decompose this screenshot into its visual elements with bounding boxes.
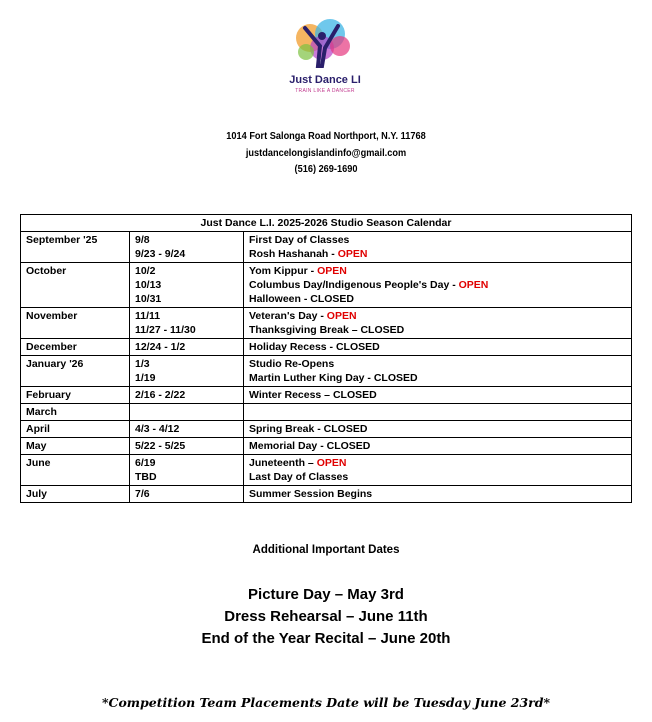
month-cell: March (21, 404, 130, 421)
event-label: Summer Session Begins (249, 488, 373, 500)
event-date: 10/13 (135, 279, 162, 291)
event-label: Veteran's Day - (249, 310, 327, 322)
event-cell (244, 387, 632, 404)
event-cell (244, 486, 632, 503)
calendar-row (21, 421, 632, 438)
calendar-row (21, 455, 632, 486)
date-cell (130, 421, 244, 438)
event-date: 10/31 (135, 293, 162, 305)
month-cell: July (21, 486, 130, 503)
event-name (249, 247, 626, 261)
event-name (249, 422, 626, 436)
event-date: 12/24 - 1/2 (135, 341, 186, 353)
event-label: Rosh Hashanah - (249, 248, 338, 260)
date-cell (130, 308, 244, 339)
event-cell (244, 232, 632, 263)
calendar-row (21, 356, 632, 387)
open-status-badge: OPEN (337, 248, 368, 260)
event-cell (244, 421, 632, 438)
date-cell (130, 263, 244, 308)
event-name (249, 439, 626, 453)
event-name (249, 357, 626, 371)
event-date (135, 405, 238, 419)
date-cell (130, 339, 244, 356)
month-cell: May (21, 438, 130, 455)
event-label: Halloween - CLOSED (249, 293, 355, 305)
event-label: Spring Break - CLOSED (249, 423, 368, 435)
event-date: 4/3 - 4/12 (135, 423, 180, 435)
event-date: 1/19 (135, 372, 156, 384)
event-date: 11/27 - 11/30 (135, 324, 196, 336)
event-cell (244, 308, 632, 339)
calendar-row (21, 486, 632, 503)
event-name (249, 309, 626, 323)
event-name (249, 371, 626, 385)
event-date: 9/23 - 9/24 (135, 248, 186, 260)
event-cell (244, 438, 632, 455)
event-date: 5/22 - 5/25 (135, 440, 186, 452)
event-date: 11/11 (135, 310, 161, 322)
date-cell (130, 486, 244, 503)
logo-tagline: TRAIN LIKE A DANCER (295, 88, 355, 94)
event-date: 10/2 (135, 265, 156, 277)
calendar-row (21, 387, 632, 404)
event-cell (244, 356, 632, 387)
open-status-badge: OPEN (317, 265, 347, 277)
event-date: TBD (135, 471, 157, 483)
event-label: First Day of Classes (249, 234, 350, 246)
month-cell: April (21, 421, 130, 438)
email[interactable]: justdancelongislandinfo@gmail.com (245, 148, 407, 159)
calendar-row (21, 438, 632, 455)
event-cell (244, 339, 632, 356)
event-cell (244, 455, 632, 486)
studio-logo (270, 16, 380, 108)
calendar-row (21, 339, 632, 356)
event-label: Last Day of Classes (249, 471, 349, 483)
date-cell (130, 232, 244, 263)
event-name (249, 340, 626, 354)
month-cell: November (21, 308, 130, 339)
calendar-row (21, 404, 632, 421)
month-cell: January '26 (21, 356, 130, 387)
date-cell (130, 438, 244, 455)
month-cell: October (21, 263, 130, 308)
event-name (249, 470, 626, 484)
competition-footnote: *Competition Team Placements Date will be Tuesday June 23rd* (101, 695, 551, 710)
event-label: Martin Luther King Day - CLOSED (249, 372, 418, 384)
event-label: Studio Re-Opens (249, 358, 335, 370)
event-name (249, 388, 626, 402)
important-date-item: End of the Year Recital – June 20th (201, 630, 451, 647)
logo-name: Just Dance LI (289, 74, 361, 86)
event-name (249, 278, 626, 292)
event-label: Columbus Day/Indigenous People's Day - (249, 279, 459, 291)
event-label: Memorial Day - CLOSED (249, 440, 371, 452)
event-date: 9/8 (135, 234, 150, 246)
month-cell: December (21, 339, 130, 356)
open-status-badge: OPEN (326, 310, 357, 322)
month-cell: September '25 (21, 232, 130, 263)
event-name (249, 264, 626, 278)
month-cell: June (21, 455, 130, 486)
event-label: Holiday Recess - CLOSED (249, 341, 380, 353)
event-name (249, 323, 626, 337)
event-label: Yom Kippur - (249, 265, 318, 277)
calendar-row (21, 232, 632, 263)
additional-dates-heading: Additional Important Dates (252, 544, 400, 556)
calendar-row (21, 308, 632, 339)
season-calendar-table (20, 214, 632, 503)
event-name (249, 487, 626, 501)
event-label: Winter Recess – CLOSED (249, 389, 377, 401)
important-date-item: Picture Day – May 3rd (248, 586, 404, 603)
address: 1014 Fort Salonga Road Northport, N.Y. 11768 (226, 131, 426, 142)
date-cell (130, 387, 244, 404)
open-status-badge: OPEN (458, 279, 489, 291)
event-name (249, 233, 626, 247)
open-status-badge: OPEN (316, 457, 347, 469)
calendar-title: Just Dance L.I. 2025-2026 Studio Season Calendar (21, 215, 632, 232)
event-date: 7/6 (135, 488, 150, 500)
event-cell (244, 404, 632, 421)
event-label: Thanksgiving Break – CLOSED (249, 324, 405, 336)
important-date-item: Dress Rehearsal – June 11th (224, 608, 428, 625)
event-name (249, 456, 626, 470)
date-cell (130, 455, 244, 486)
event-name (249, 292, 626, 306)
dancer-logo-icon (270, 16, 380, 76)
event-label: Juneteenth – (249, 457, 317, 469)
phone[interactable]: (516) 269-1690 (294, 164, 358, 175)
calendar-row (21, 263, 632, 308)
event-date: 1/3 (135, 358, 150, 370)
event-date: 2/16 - 2/22 (135, 389, 186, 401)
event-date: 6/19 (135, 457, 156, 469)
event-name (249, 405, 626, 419)
date-cell (130, 356, 244, 387)
date-cell (130, 404, 244, 421)
month-cell: February (21, 387, 130, 404)
event-cell (244, 263, 632, 308)
